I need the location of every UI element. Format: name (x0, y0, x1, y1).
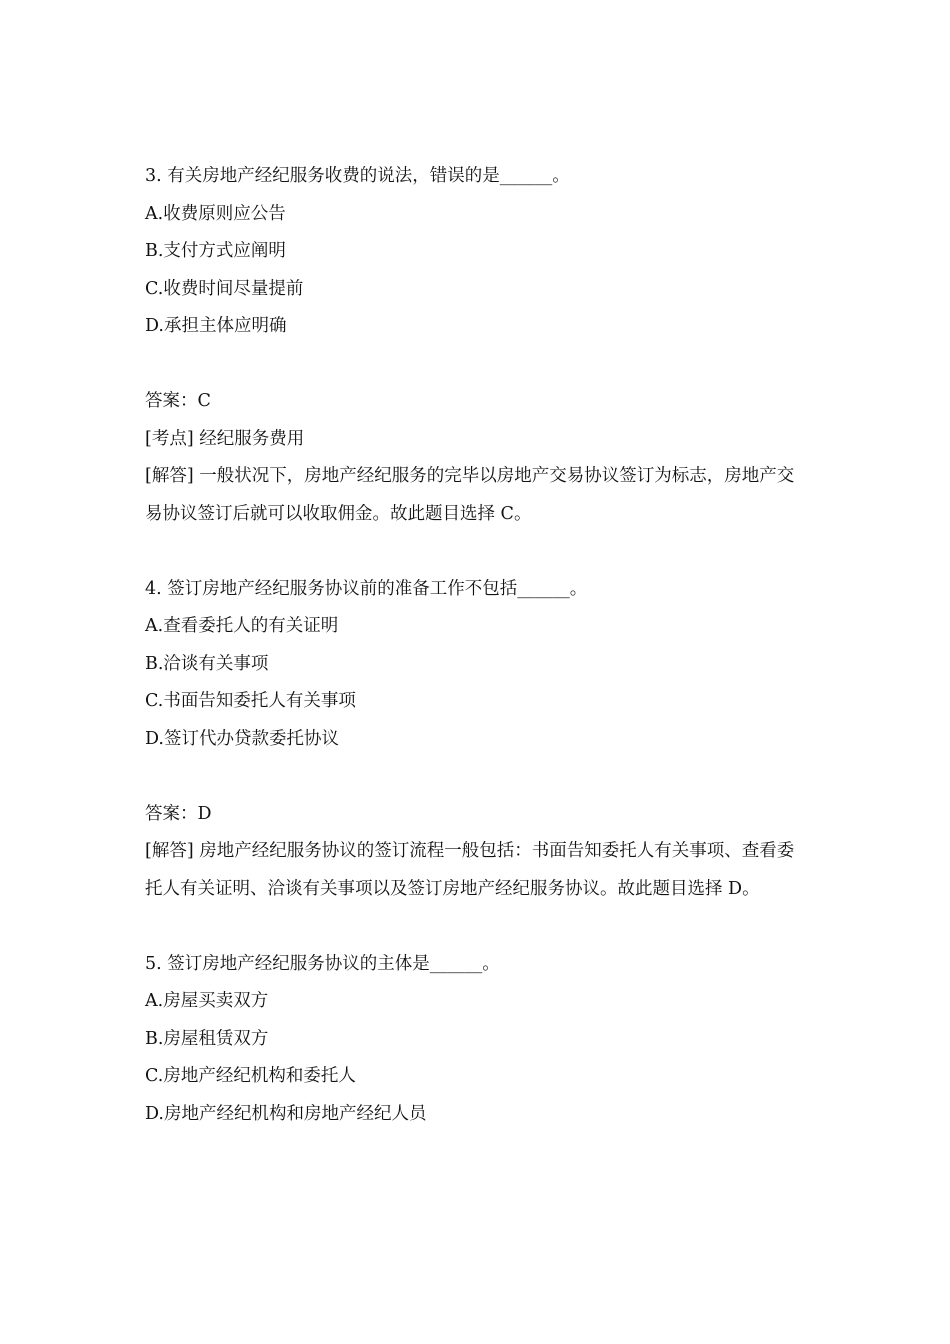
question-4 (145, 571, 810, 909)
document-body (145, 158, 810, 1133)
question-3-option-d: D.承担主体应明确 (145, 316, 287, 336)
question-5-option-c: C.房地产经纪机构和委托人 (145, 1066, 356, 1086)
question-3-answer: 答案：C (145, 391, 211, 411)
question-3-option-a: A.收费原则应公告 (145, 203, 286, 224)
question-3-kaodian: [考点] 经纪服务费用 (145, 428, 305, 449)
spacer (145, 908, 810, 946)
question-4-option-a: A.查看委托人的有关证明 (145, 616, 339, 636)
question-5-option-a: A.房屋买卖双方 (145, 991, 269, 1011)
question-4-answer: 答案：D (145, 803, 212, 824)
question-4-option-d: D.签订代办贷款委托协议 (145, 728, 339, 749)
question-4-option-b: B.洽谈有关事项 (145, 653, 269, 674)
spacer (145, 346, 810, 384)
spacer (145, 533, 810, 571)
question-3-option-b: B.支付方式应阐明 (145, 241, 286, 261)
question-5-option-b: B.房屋租赁双方 (145, 1028, 269, 1049)
question-3-stem: 3. 有关房地产经纪服务收费的说法，错误的是______。 (145, 166, 570, 186)
spacer (145, 758, 810, 796)
question-3-option-c: C.收费时间尽量提前 (145, 278, 304, 299)
question-3-explanation: [解答] 一般状况下，房地产经纪服务的完毕以房地产交易协议签订为标志，房地产交易协议签订后就可以收取佣金。故此题目选择 C。 (145, 466, 795, 524)
question-4-stem: 4. 签订房地产经纪服务协议前的准备工作不包括______。 (145, 578, 588, 599)
question-4-option-c: C.书面告知委托人有关事项 (145, 691, 356, 711)
question-5-option-d: D.房地产经纪机构和房地产经纪人员 (145, 1103, 427, 1124)
question-3 (145, 158, 810, 533)
question-5 (145, 946, 810, 1134)
question-4-explanation: [解答] 房地产经纪服务协议的签订流程一般包括：书面告知委托人有关事项、查看委托人有关证明、洽谈有关事项以及签订房地产经纪服务协议。故此题目选择 D。 (145, 841, 795, 899)
question-5-stem: 5. 签订房地产经纪服务协议的主体是______。 (145, 953, 500, 974)
